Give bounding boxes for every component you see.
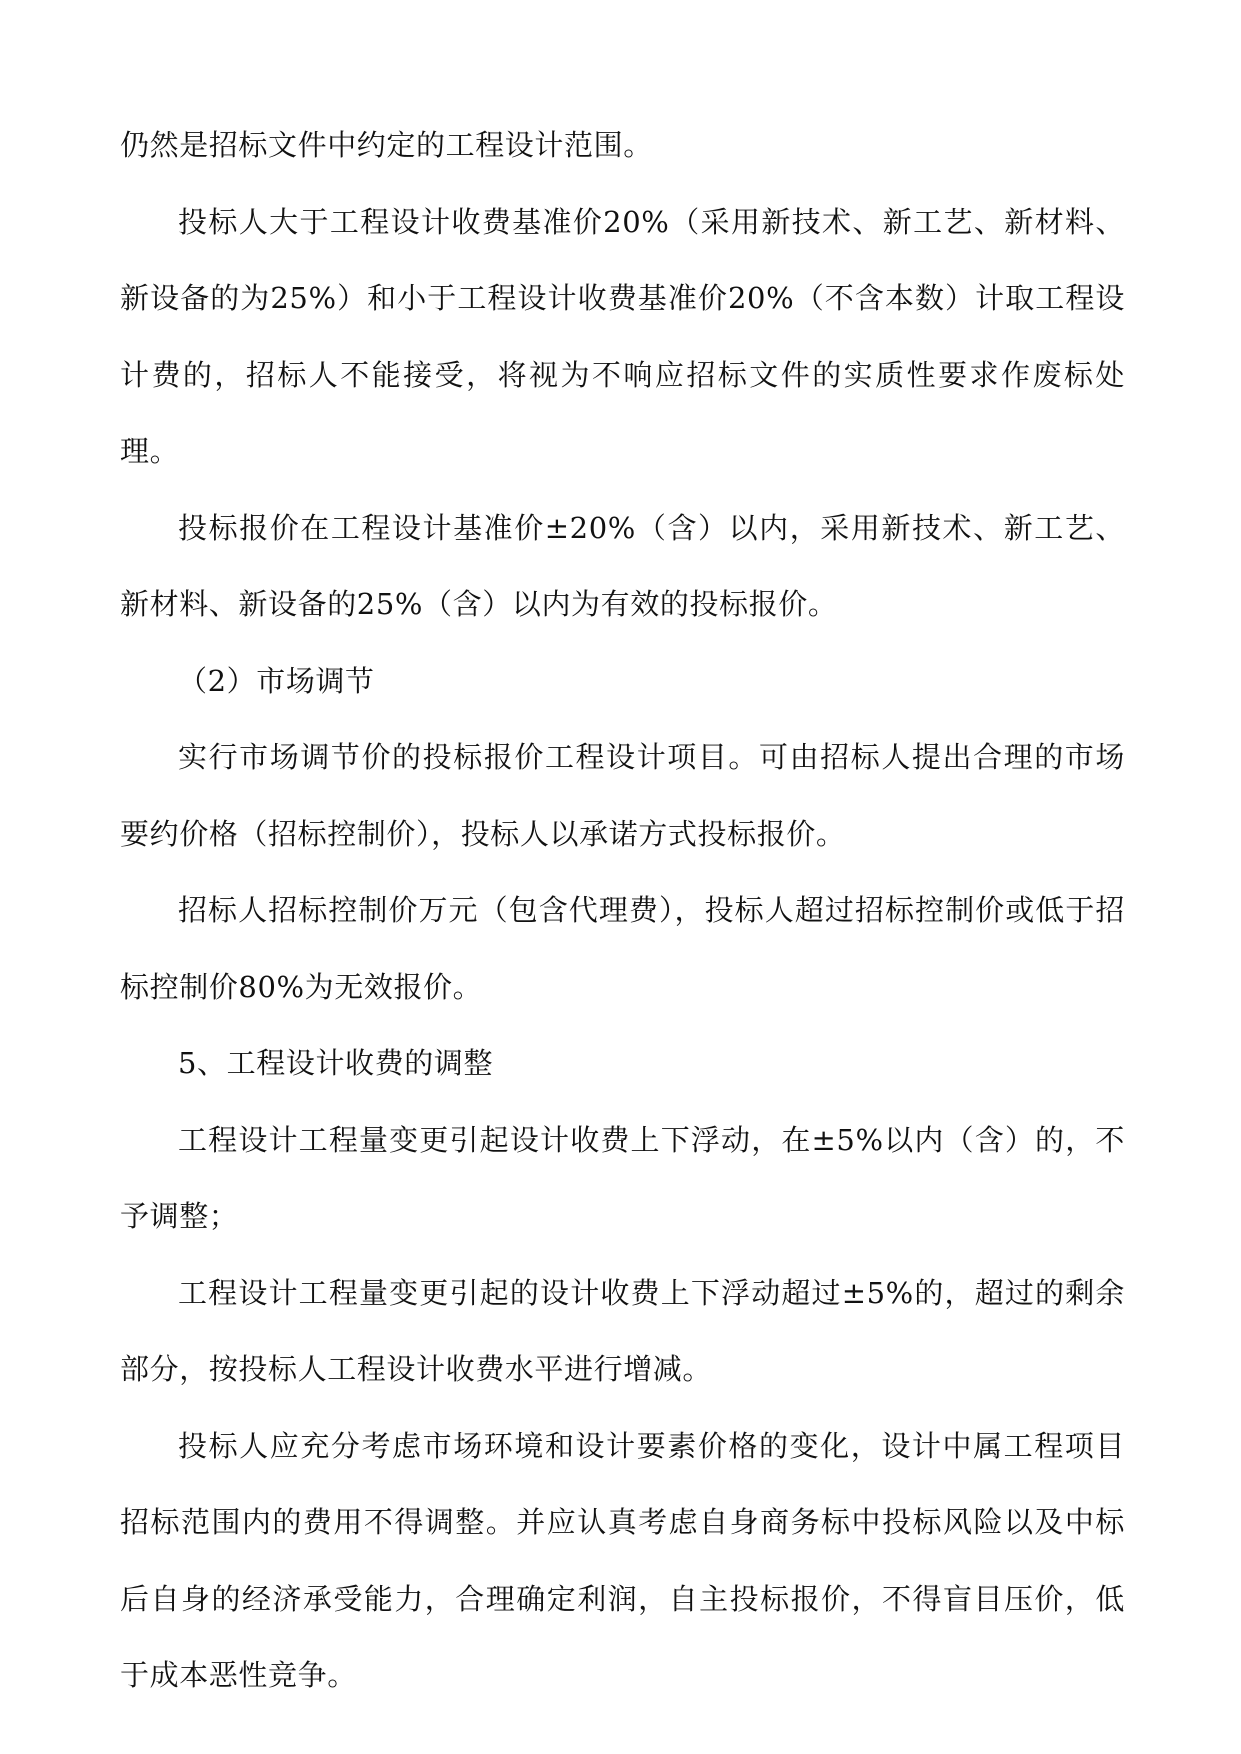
section-heading-market-adjustment: （2）市场调节: [178, 663, 375, 698]
paragraph-no-adjustment: 工程设计工程量变更引起设计收费上下浮动，在±5%以内（含）的，不予调整；: [120, 1122, 1125, 1233]
paragraph-continuation: 仍然是招标文件中约定的工程设计范围。: [120, 128, 653, 162]
paragraph-risk-consideration: 投标人应充分考虑市场环境和设计要素价格的变化，设计中属工程项目招标范围内的费用不得调整。并应认真考虑自身商务标中投标风险以及中标后自身的经济承受能力，合理确定利润，自主投标报价，不得盲目压价，低于成本恶性竞争。: [120, 1428, 1125, 1692]
section-heading-fee-adjustment: 5、工程设计收费的调整: [178, 1046, 494, 1080]
paragraph-valid-bid-range: 投标报价在工程设计基准价±20%（含）以内，采用新技术、新工艺、新材料、新设备的25%（含）以内为有效的投标报价。: [120, 510, 1125, 621]
paragraph-excess-adjustment: 工程设计工程量变更引起的设计收费上下浮动超过±5%的，超过的剩余部分，按投标人工程设计收费水平进行增减。: [120, 1275, 1125, 1386]
paragraph-control-price: 招标人招标控制价万元（包含代理费），投标人超过招标控制价或低于招标控制价80%为无效报价。: [120, 893, 1125, 1004]
document-body: [120, 107, 1125, 1714]
paragraph-over-under-bid-rule: 投标人大于工程设计收费基准价20%（采用新技术、新工艺、新材料、新设备的为25%）和小于工程设计收费基准价20%（不含本数）计取工程设计费的，招标人不能接受，将视为不响应招标文件的实质性要求作废标处理。: [120, 204, 1125, 468]
paragraph-market-price: 实行市场调节价的投标报价工程设计项目。可由招标人提出合理的市场要约价格（招标控制价），投标人以承诺方式投标报价。: [120, 740, 1125, 851]
